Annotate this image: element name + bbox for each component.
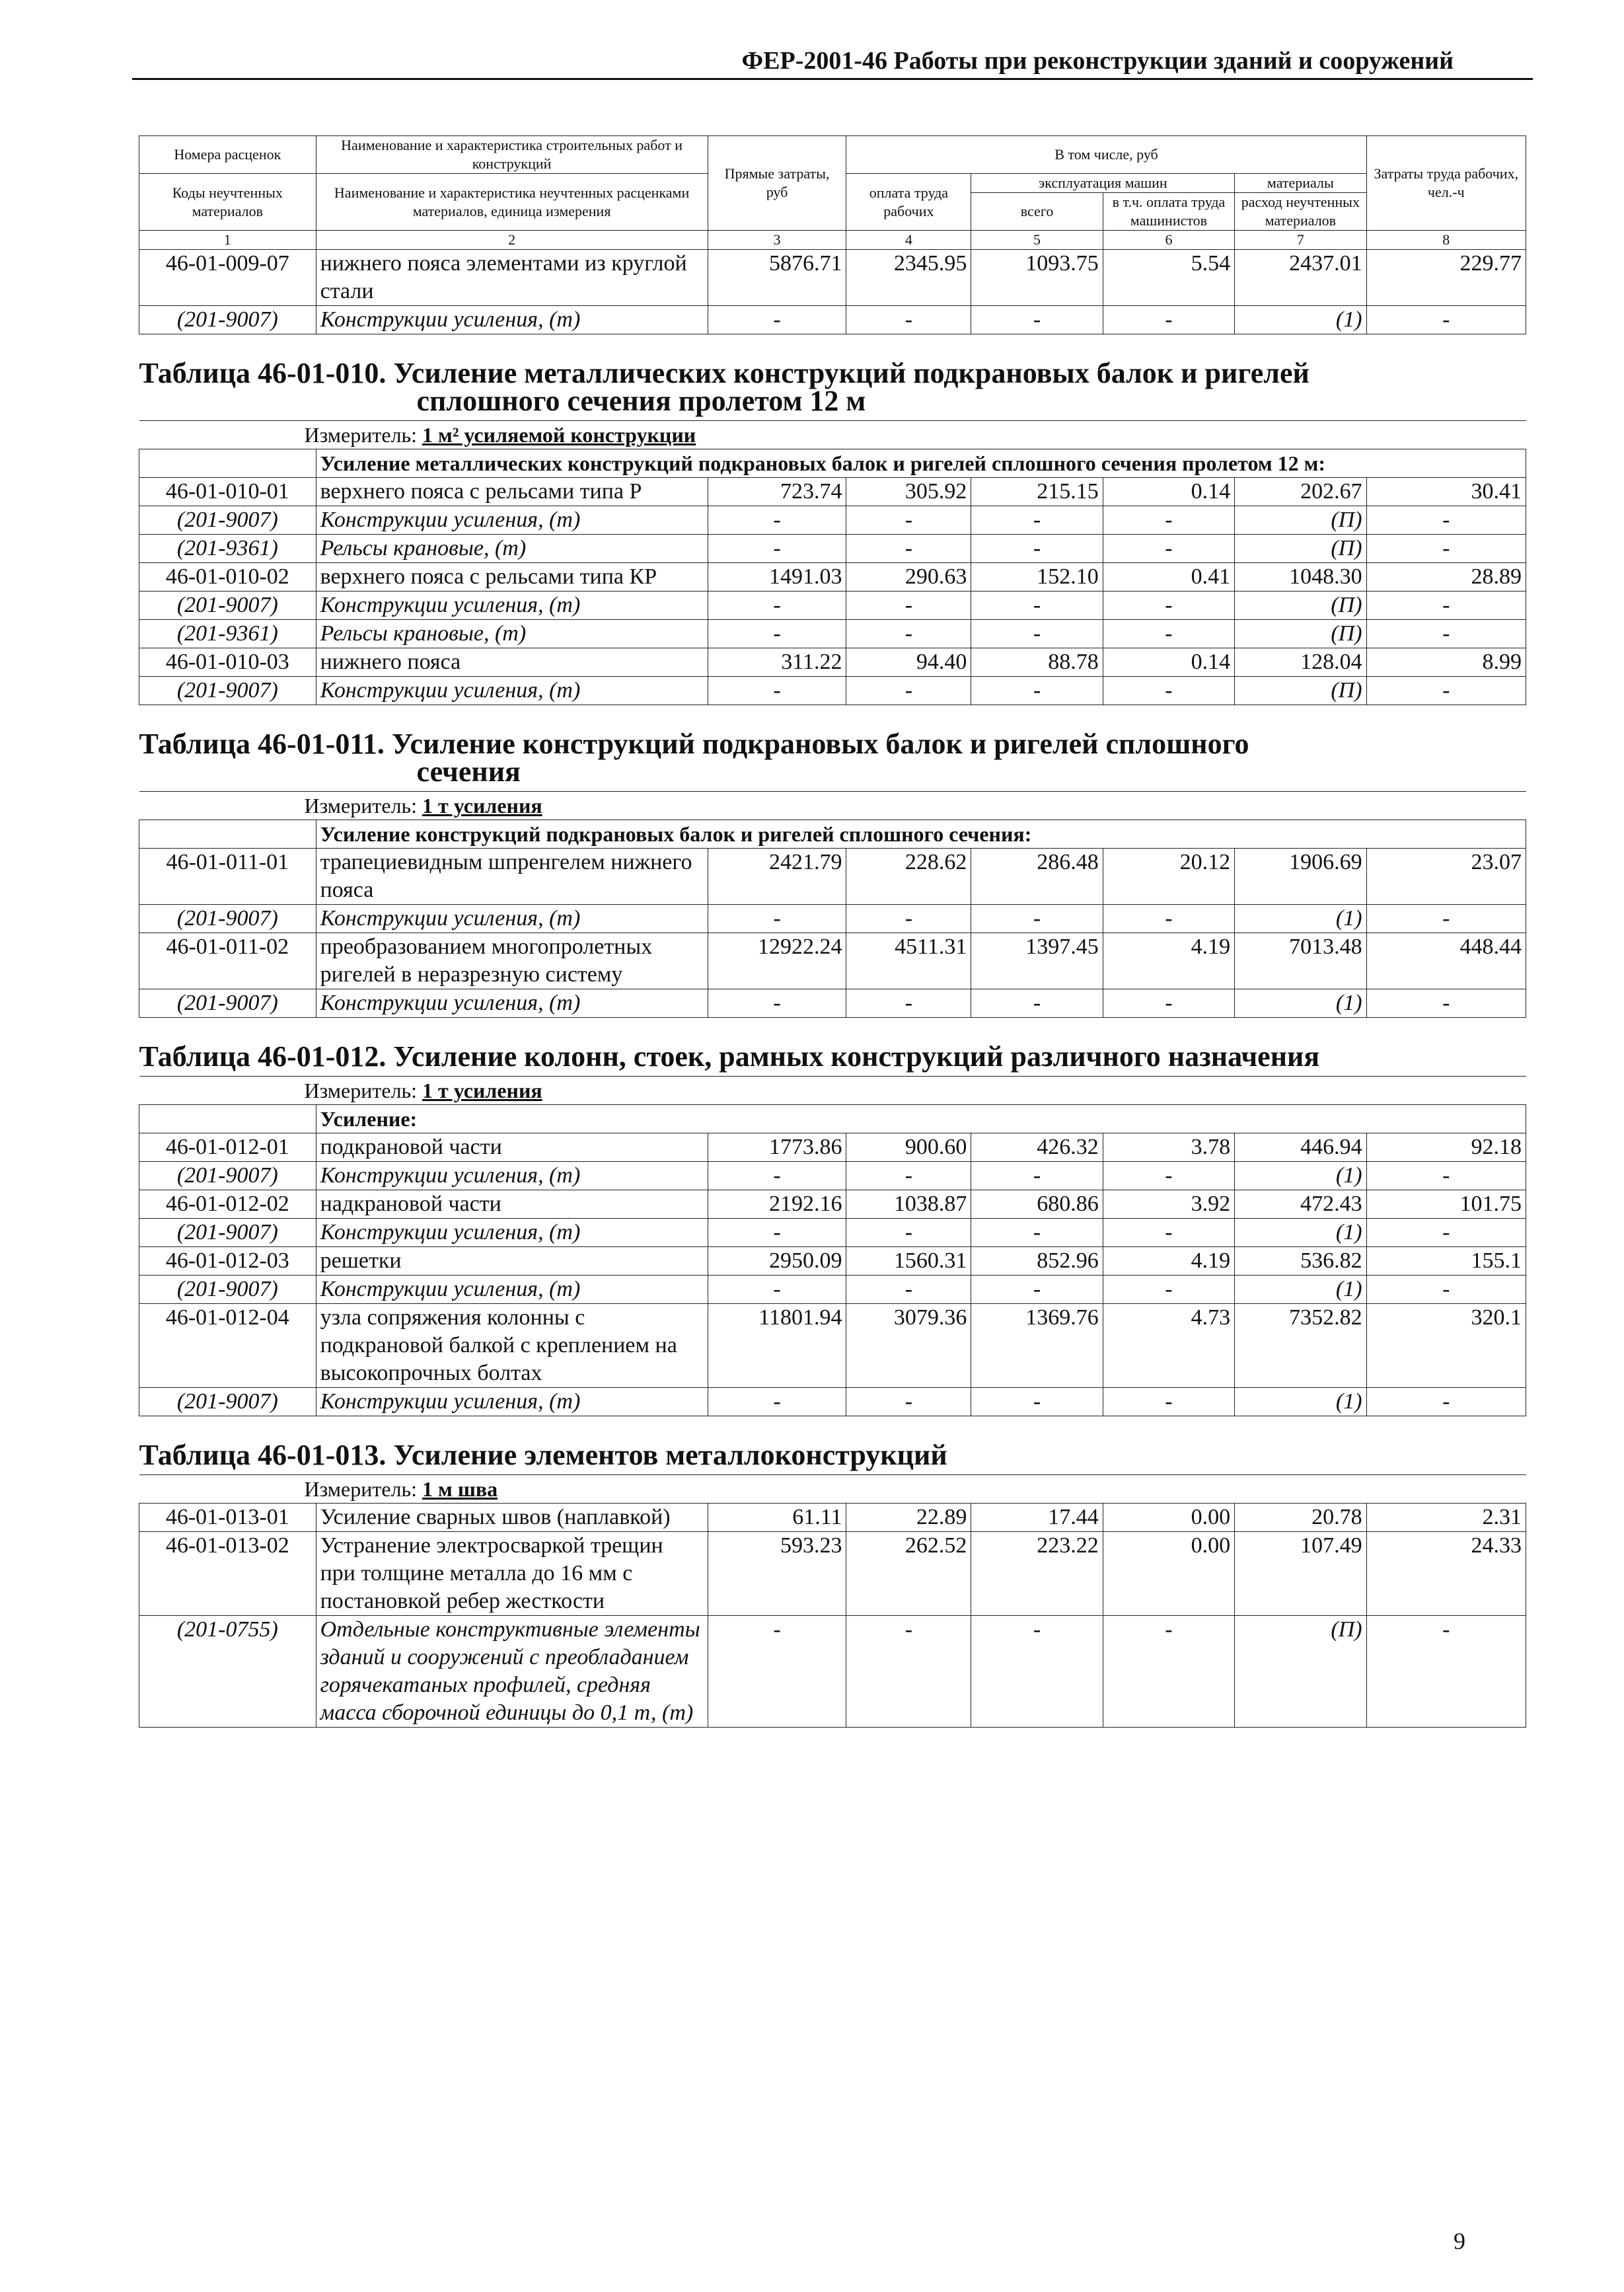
section-title-row — [139, 1018, 1526, 1077]
rate-code: (201-9361) — [139, 620, 316, 648]
value-cell: 223.22 — [971, 1532, 1103, 1616]
table-row — [139, 1247, 1526, 1276]
rate-code: 46-01-013-02 — [139, 1532, 316, 1616]
rate-code: (201-9007) — [139, 306, 316, 334]
rate-code: (201-9007) — [139, 989, 316, 1018]
section-title — [139, 1416, 1526, 1475]
rate-code: 46-01-012-03 — [139, 1247, 316, 1276]
section-title-line-1: Таблица 46-01-012. Усиление колонн, стоек, рамных конструкций различного назначения — [139, 1040, 1320, 1073]
value-cell: 4.19 — [1103, 1247, 1234, 1276]
value-cell: 0.14 — [1103, 478, 1234, 506]
value-cell: 286.48 — [971, 849, 1103, 905]
value-cell: - — [971, 989, 1103, 1018]
value-cell: - — [846, 905, 971, 933]
value-cell: - — [708, 592, 846, 620]
work-name: верхнего пояса с рельсами типа Р — [316, 478, 708, 506]
value-cell: 17.44 — [971, 1504, 1103, 1532]
value-cell: (П) — [1235, 1616, 1366, 1728]
value-cell: - — [971, 620, 1103, 648]
work-name: узла сопряжения колонны с подкрановой балкой с креплением на высокопрочных болтах — [316, 1304, 708, 1388]
work-name: Конструкции усиления, (т) — [316, 592, 708, 620]
value-cell: - — [1103, 620, 1234, 648]
head-driver-wage: в т.ч. оплата труда машинистов — [1103, 193, 1234, 231]
value-cell: - — [971, 306, 1103, 334]
value-cell: (П) — [1235, 535, 1366, 563]
work-name: Рельсы крановые, (т) — [316, 535, 708, 563]
value-cell: - — [971, 1162, 1103, 1190]
measure-row — [139, 421, 1526, 449]
work-name: подкрановой части — [316, 1133, 708, 1162]
value-cell: 900.60 — [846, 1133, 971, 1162]
rate-code: 46-01-012-04 — [139, 1304, 316, 1388]
value-cell: 23.07 — [1366, 849, 1526, 905]
value-cell: - — [846, 1616, 971, 1728]
value-cell: - — [1103, 677, 1234, 705]
work-name: надкрановой части — [316, 1190, 708, 1219]
value-cell: 5.54 — [1103, 250, 1234, 306]
table-row — [139, 506, 1526, 535]
rate-code: 46-01-010-01 — [139, 478, 316, 506]
value-cell: 2345.95 — [846, 250, 971, 306]
group-spacer — [139, 449, 316, 478]
head-labor: Затраты труда рабочих, чел.-ч — [1366, 136, 1526, 231]
group-spacer — [139, 820, 316, 849]
head-material-codes: Коды неучтенных материалов — [139, 174, 316, 231]
value-cell: - — [708, 677, 846, 705]
value-cell: 4511.31 — [846, 933, 971, 989]
table-row — [139, 1532, 1526, 1616]
rate-code: 46-01-010-02 — [139, 563, 316, 592]
rate-code: (201-9007) — [139, 506, 316, 535]
measure-unit — [139, 1475, 1526, 1504]
value-cell: - — [1366, 1162, 1526, 1190]
value-cell: - — [846, 592, 971, 620]
value-cell: - — [971, 677, 1103, 705]
work-name: нижнего пояса — [316, 648, 708, 677]
value-cell: - — [971, 1219, 1103, 1247]
value-cell: - — [1366, 905, 1526, 933]
table-row — [139, 1219, 1526, 1247]
table-row — [139, 677, 1526, 705]
head-machines-total: всего — [971, 193, 1103, 231]
measure-label: Измеритель: — [304, 1477, 418, 1501]
work-name: трапециевидным шпренгелем нижнего пояса — [316, 849, 708, 905]
rate-code: (201-9007) — [139, 1388, 316, 1416]
value-cell: 536.82 — [1235, 1247, 1366, 1276]
value-cell: 472.43 — [1235, 1190, 1366, 1219]
work-name: преобразованием многопролетных ригелей в неразрезную систему — [316, 933, 708, 989]
group-heading: Усиление металлических конструкций подкрановых балок и ригелей сплошного сечения пролетом 12 м: — [316, 449, 1526, 478]
value-cell: 446.94 — [1235, 1133, 1366, 1162]
rate-code: 46-01-012-02 — [139, 1190, 316, 1219]
measure-row — [139, 792, 1526, 820]
value-cell: 20.12 — [1103, 849, 1234, 905]
value-cell: 262.52 — [846, 1532, 971, 1616]
value-cell: - — [708, 306, 846, 334]
value-cell: - — [1103, 989, 1234, 1018]
section-title — [139, 705, 1526, 792]
value-cell: - — [846, 306, 971, 334]
table-row — [139, 250, 1526, 306]
value-cell: 1906.69 — [1235, 849, 1366, 905]
table-row — [139, 1276, 1526, 1304]
head-material-names: Наименование и характеристика неучтенных расценками материалов, единица измерения — [316, 174, 708, 231]
value-cell: - — [1103, 1162, 1234, 1190]
group-row — [139, 449, 1526, 478]
head-materials: материалы — [1235, 174, 1366, 193]
value-cell: 8.99 — [1366, 648, 1526, 677]
value-cell: 1093.75 — [971, 250, 1103, 306]
value-cell: 101.75 — [1366, 1190, 1526, 1219]
work-name: Устранение электросваркой трещин при толщине металла до 16 мм с постановкой ребер жесткости — [316, 1532, 708, 1616]
head-row-1 — [139, 136, 1526, 174]
value-cell: - — [846, 535, 971, 563]
value-cell: - — [1366, 620, 1526, 648]
value-cell: 202.67 — [1235, 478, 1366, 506]
value-cell: (1) — [1235, 1162, 1366, 1190]
work-name: Конструкции усиления, (т) — [316, 1388, 708, 1416]
group-heading: Усиление: — [316, 1105, 1526, 1133]
measure-value: 1 т усиления — [422, 794, 542, 818]
column-number: 4 — [846, 231, 971, 250]
value-cell: - — [1103, 306, 1234, 334]
value-cell: - — [1366, 306, 1526, 334]
value-cell: - — [1103, 905, 1234, 933]
table-row — [139, 563, 1526, 592]
value-cell: 0.41 — [1103, 563, 1234, 592]
value-cell: - — [1366, 1616, 1526, 1728]
rates-table — [139, 135, 1526, 1728]
head-including: В том числе, руб — [846, 136, 1366, 174]
value-cell: 0.14 — [1103, 648, 1234, 677]
table-row — [139, 905, 1526, 933]
value-cell: - — [708, 1388, 846, 1416]
value-cell: 723.74 — [708, 478, 846, 506]
value-cell: (1) — [1235, 1388, 1366, 1416]
value-cell: - — [846, 620, 971, 648]
value-cell: 88.78 — [971, 648, 1103, 677]
value-cell: 1038.87 — [846, 1190, 971, 1219]
section-title-row — [139, 705, 1526, 792]
work-name: Отдельные конструктивные элементы зданий и сооружений с преобладанием горячекатаных профилей, средняя масса сборочной единицы до 0,1 т, (т) — [316, 1616, 708, 1728]
head-name: Наименование и характеристика строительных работ и конструкций — [316, 136, 708, 174]
value-cell: 320.1 — [1366, 1304, 1526, 1388]
value-cell: 22.89 — [846, 1504, 971, 1532]
group-row — [139, 820, 1526, 849]
value-cell: - — [1366, 535, 1526, 563]
rate-code: (201-0755) — [139, 1616, 316, 1728]
value-cell: - — [708, 1162, 846, 1190]
measure-value: 1 м шва — [422, 1477, 498, 1501]
rate-code: 46-01-011-02 — [139, 933, 316, 989]
column-number: 6 — [1103, 231, 1234, 250]
value-cell: - — [1366, 592, 1526, 620]
value-cell: 128.04 — [1235, 648, 1366, 677]
value-cell: 1397.45 — [971, 933, 1103, 989]
value-cell: 7013.48 — [1235, 933, 1366, 989]
value-cell: 1369.76 — [971, 1304, 1103, 1388]
value-cell: 3.92 — [1103, 1190, 1234, 1219]
section-title-line-1: Таблица 46-01-011. Усиление конструкций подкрановых балок и ригелей сплошного — [139, 728, 1249, 760]
work-name: Усиление сварных швов (наплавкой) — [316, 1504, 708, 1532]
value-cell: (П) — [1235, 592, 1366, 620]
value-cell: - — [708, 535, 846, 563]
value-cell: 1773.86 — [708, 1133, 846, 1162]
value-cell: - — [971, 506, 1103, 535]
value-cell: 228.62 — [846, 849, 971, 905]
value-cell: - — [846, 1388, 971, 1416]
measure-value: 1 м² усиляемой конструкции — [422, 423, 696, 447]
value-cell: 852.96 — [971, 1247, 1103, 1276]
value-cell: 3.78 — [1103, 1133, 1234, 1162]
value-cell: - — [708, 620, 846, 648]
rate-code: (201-9007) — [139, 677, 316, 705]
value-cell: - — [1103, 1616, 1234, 1728]
value-cell: 92.18 — [1366, 1133, 1526, 1162]
column-number: 5 — [971, 231, 1103, 250]
rate-code: (201-9007) — [139, 1276, 316, 1304]
section-title-row — [139, 1416, 1526, 1475]
value-cell: 61.11 — [708, 1504, 846, 1532]
table-row — [139, 620, 1526, 648]
column-number: 7 — [1235, 231, 1366, 250]
rate-code: (201-9007) — [139, 905, 316, 933]
value-cell: - — [708, 506, 846, 535]
value-cell: 28.89 — [1366, 563, 1526, 592]
measure-label: Измеритель: — [304, 423, 418, 447]
work-name: Конструкции усиления, (т) — [316, 506, 708, 535]
section-title-line-2: сплошного сечения пролетом 12 м — [416, 385, 866, 417]
column-number-row — [139, 231, 1526, 250]
measure-label: Измеритель: — [304, 794, 418, 818]
value-cell: 4.19 — [1103, 933, 1234, 989]
section-title-line-1: Таблица 46-01-010. Усиление металлических конструкций подкрановых балок и ригелей — [139, 357, 1310, 389]
value-cell: - — [1366, 1219, 1526, 1247]
value-cell: 426.32 — [971, 1133, 1103, 1162]
group-spacer — [139, 1105, 316, 1133]
table-row — [139, 1133, 1526, 1162]
table-row — [139, 849, 1526, 905]
value-cell: - — [1366, 989, 1526, 1018]
value-cell: 11801.94 — [708, 1304, 846, 1388]
measure-value: 1 т усиления — [422, 1079, 542, 1102]
value-cell: - — [1366, 1388, 1526, 1416]
value-cell: - — [1366, 677, 1526, 705]
value-cell: - — [846, 1219, 971, 1247]
rate-code: 46-01-013-01 — [139, 1504, 316, 1532]
rate-code: (201-9007) — [139, 1219, 316, 1247]
value-cell: (1) — [1235, 306, 1366, 334]
section-title — [139, 1018, 1526, 1077]
value-cell: - — [1103, 1219, 1234, 1247]
value-cell: 215.15 — [971, 478, 1103, 506]
section-title — [139, 334, 1526, 421]
table-row — [139, 478, 1526, 506]
value-cell: - — [1366, 506, 1526, 535]
table-row — [139, 306, 1526, 334]
table-row — [139, 989, 1526, 1018]
value-cell: - — [846, 1276, 971, 1304]
value-cell: - — [1103, 535, 1234, 563]
column-number: 1 — [139, 231, 316, 250]
value-cell: - — [971, 592, 1103, 620]
value-cell: - — [1366, 1276, 1526, 1304]
rate-code: (201-9007) — [139, 1162, 316, 1190]
table-row — [139, 592, 1526, 620]
value-cell: - — [1103, 592, 1234, 620]
work-name: Конструкции усиления, (т) — [316, 1276, 708, 1304]
section-title-line-1: Таблица 46-01-013. Усиление элементов металлоконструкций — [139, 1439, 947, 1471]
column-number: 2 — [316, 231, 708, 250]
table-row — [139, 535, 1526, 563]
value-cell: 30.41 — [1366, 478, 1526, 506]
value-cell: (1) — [1235, 1276, 1366, 1304]
value-cell: 2950.09 — [708, 1247, 846, 1276]
measure-unit — [139, 421, 1526, 449]
value-cell: 4.73 — [1103, 1304, 1234, 1388]
value-cell: 311.22 — [708, 648, 846, 677]
work-name: Конструкции усиления, (т) — [316, 1219, 708, 1247]
value-cell: - — [708, 1219, 846, 1247]
value-cell: - — [971, 1276, 1103, 1304]
table-row — [139, 648, 1526, 677]
value-cell: 7352.82 — [1235, 1304, 1366, 1388]
value-cell: 2421.79 — [708, 849, 846, 905]
work-name: Рельсы крановые, (т) — [316, 620, 708, 648]
measure-row — [139, 1077, 1526, 1105]
head-codes: Номера расценок — [139, 136, 316, 174]
head-machines: эксплуатация машин — [971, 174, 1235, 193]
work-name: Конструкции усиления, (т) — [316, 905, 708, 933]
rate-code: (201-9361) — [139, 535, 316, 563]
value-cell: 0.00 — [1103, 1532, 1234, 1616]
rate-code: 46-01-011-01 — [139, 849, 316, 905]
value-cell: 5876.71 — [708, 250, 846, 306]
value-cell: 290.63 — [846, 563, 971, 592]
value-cell: - — [1103, 506, 1234, 535]
value-cell: 152.10 — [971, 563, 1103, 592]
table-row — [139, 1304, 1526, 1388]
measure-row — [139, 1475, 1526, 1504]
value-cell: (П) — [1235, 677, 1366, 705]
work-name: нижнего пояса элементами из круглой стали — [316, 250, 708, 306]
value-cell: 680.86 — [971, 1190, 1103, 1219]
value-cell: - — [708, 989, 846, 1018]
value-cell: 2.31 — [1366, 1504, 1526, 1532]
value-cell: 1560.31 — [846, 1247, 971, 1276]
table-row — [139, 1162, 1526, 1190]
work-name: Конструкции усиления, (т) — [316, 989, 708, 1018]
value-cell: 24.33 — [1366, 1532, 1526, 1616]
value-cell: - — [971, 1388, 1103, 1416]
rate-code: 46-01-010-03 — [139, 648, 316, 677]
value-cell: 229.77 — [1366, 250, 1526, 306]
value-cell: - — [708, 905, 846, 933]
table-row — [139, 1388, 1526, 1416]
head-unaccounted-materials: расход неучтенных материалов — [1235, 193, 1366, 231]
table-row — [139, 1616, 1526, 1728]
value-cell: - — [1103, 1388, 1234, 1416]
value-cell: - — [846, 989, 971, 1018]
value-cell: - — [846, 677, 971, 705]
table-row — [139, 1504, 1526, 1532]
running-header-title: ФЕР-2001-46 Работы при реконструкции зданий и сооружений — [741, 47, 1454, 75]
table-row — [139, 1190, 1526, 1219]
value-cell: 1048.30 — [1235, 563, 1366, 592]
section-title-line-2: сечения — [416, 755, 521, 788]
table-row — [139, 933, 1526, 989]
group-row — [139, 1105, 1526, 1133]
value-cell: 2192.16 — [708, 1190, 846, 1219]
value-cell: - — [971, 1616, 1103, 1728]
rate-code: (201-9007) — [139, 592, 316, 620]
value-cell: (П) — [1235, 620, 1366, 648]
value-cell: - — [708, 1616, 846, 1728]
value-cell: 1491.03 — [708, 563, 846, 592]
value-cell: 2437.01 — [1235, 250, 1366, 306]
page-number: 9 — [1454, 2228, 1465, 2254]
value-cell: - — [846, 1162, 971, 1190]
value-cell: - — [971, 535, 1103, 563]
measure-unit — [139, 792, 1526, 820]
value-cell: 155.1 — [1366, 1247, 1526, 1276]
value-cell: - — [846, 506, 971, 535]
value-cell: - — [708, 1276, 846, 1304]
value-cell: 448.44 — [1366, 933, 1526, 989]
work-name: Конструкции усиления, (т) — [316, 1162, 708, 1190]
value-cell: 107.49 — [1235, 1532, 1366, 1616]
running-header — [132, 47, 1533, 80]
head-direct-costs: Прямые затраты, руб — [708, 136, 846, 231]
value-cell: (1) — [1235, 989, 1366, 1018]
work-name: Конструкции усиления, (т) — [316, 677, 708, 705]
value-cell: 12922.24 — [708, 933, 846, 989]
value-cell: - — [1103, 1276, 1234, 1304]
value-cell: (1) — [1235, 1219, 1366, 1247]
work-name: верхнего пояса с рельсами типа КР — [316, 563, 708, 592]
value-cell: 3079.36 — [846, 1304, 971, 1388]
measure-unit — [139, 1077, 1526, 1105]
rate-code: 46-01-012-01 — [139, 1133, 316, 1162]
section-title-row — [139, 334, 1526, 421]
value-cell: 94.40 — [846, 648, 971, 677]
measure-label: Измеритель: — [304, 1079, 418, 1102]
value-cell: 593.23 — [708, 1532, 846, 1616]
value-cell: - — [971, 905, 1103, 933]
value-cell: 305.92 — [846, 478, 971, 506]
value-cell: 20.78 — [1235, 1504, 1366, 1532]
column-number: 8 — [1366, 231, 1526, 250]
group-heading: Усиление конструкций подкрановых балок и ригелей сплошного сечения: — [316, 820, 1526, 849]
head-wage: оплата труда рабочих — [846, 174, 971, 231]
column-number: 3 — [708, 231, 846, 250]
rate-code: 46-01-009-07 — [139, 250, 316, 306]
work-name: Конструкции усиления, (т) — [316, 306, 708, 334]
value-cell: (П) — [1235, 506, 1366, 535]
work-name: решетки — [316, 1247, 708, 1276]
value-cell: (1) — [1235, 905, 1366, 933]
value-cell: 0.00 — [1103, 1504, 1234, 1532]
